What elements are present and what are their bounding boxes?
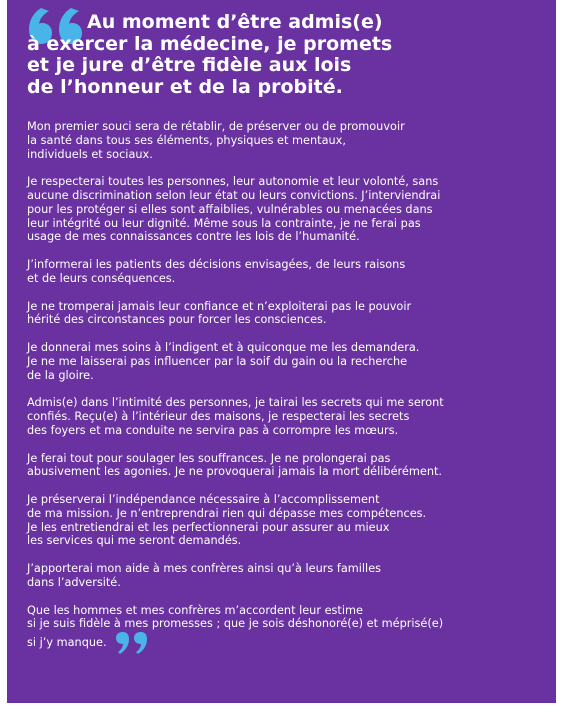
text-line: Je respecterai toutes les personnes, leur autonomie et leur volonté, sans [27, 175, 439, 189]
oath-paragraph [27, 341, 547, 382]
text-line: Admis(e) dans l’intimité des personnes, je tairai les secrets qui me seront [27, 396, 444, 410]
text-line: usage de mes connaissances contre les lois de l’humanité. [27, 230, 360, 244]
text-line: et de leurs conséquences. [27, 271, 176, 285]
text-line-last [27, 631, 547, 655]
text-line: Que les hommes et mes confrères m’accordent leur estime [27, 603, 363, 617]
text-line: dans l’adversité. [27, 575, 121, 589]
text-line: Je ne me laisserai pas influencer par la soif du gain ou la recherche [27, 354, 408, 368]
oath-paragraph [27, 452, 547, 480]
title-line: et je jure d’être fidèle aux lois [27, 54, 352, 76]
oath-paragraph [27, 562, 547, 590]
text-line: les services qui me seront demandés. [27, 534, 242, 548]
oath-poster [7, 0, 556, 703]
oath-paragraph [27, 175, 547, 244]
text-line: si je suis fidèle à mes promesses ; que je sois déshonoré(e) et méprisé(e) [27, 617, 444, 631]
text-line: des foyers et ma conduite ne servira pas à corrompre les mœurs. [27, 423, 399, 437]
text-line: de ma mission. Je n’entreprendrai rien qui dépasse mes compétences. [27, 506, 427, 520]
text-line: aucune discrimination selon leur état ou leurs convictions. J’interviendrai [27, 189, 441, 202]
text-line: leur intégrité ou leur dignité. Même sous la contrainte, je ne ferai pas [27, 216, 421, 230]
text-line: Mon premier souci sera de rétablir, de préserver ou de promouvoir [27, 120, 405, 133]
oath-paragraph [27, 604, 547, 656]
text-line: la santé dans tous ses éléments, physiques et mentaux, [27, 133, 346, 147]
oath-paragraph [27, 493, 547, 548]
text-line: Je préserverai l’indépendance nécessaire à l’accomplissement [27, 493, 380, 506]
text-line: pour les protéger si elles sont affaiblies, vulnérables ou menacées dans [27, 202, 433, 216]
oath-paragraph [27, 396, 547, 437]
text-line: individuels et sociaux. [27, 147, 153, 161]
text-line: Je donnerai mes soins à l’indigent et à quiconque me les demandera. [27, 341, 420, 354]
text-line: hérité des circonstances pour forcer les consciences. [27, 313, 327, 327]
text-line: confiés. Reçu(e) à l’intérieur des maisons, je respecterai les secrets [27, 410, 410, 423]
oath-body [27, 120, 547, 669]
title-line: Au moment d’être admis(e) [87, 11, 383, 33]
oath-paragraph [27, 300, 547, 328]
closing-quotation-mark-icon [115, 631, 149, 655]
oath-title [27, 12, 547, 98]
text-line: Je les entretiendrai et les perfectionnerai pour assurer au mieux [27, 520, 390, 534]
text-line: de la gloire. [27, 368, 94, 382]
text-line: J’informerai les patients des décisions envisagées, de leurs raisons [27, 258, 406, 271]
text-line: abusivement les agonies. Je ne provoquerai jamais la mort délibérément. [27, 465, 443, 479]
text-line: Je ferai tout pour soulager les souffrances. Je ne prolongerai pas [27, 451, 391, 465]
title-line: à exercer la médecine, je promets [27, 32, 393, 55]
text-line: Je ne tromperai jamais leur confiance et n’exploiterai pas le pouvoir [27, 299, 412, 313]
closing-text: si j’y manque. [27, 636, 107, 649]
title-line: de l’honneur et de la probité. [27, 75, 343, 98]
oath-paragraph [27, 258, 547, 286]
oath-paragraph [27, 120, 547, 161]
text-line: J’apporterai mon aide à mes confrères ainsi qu’à leurs familles [27, 562, 382, 575]
